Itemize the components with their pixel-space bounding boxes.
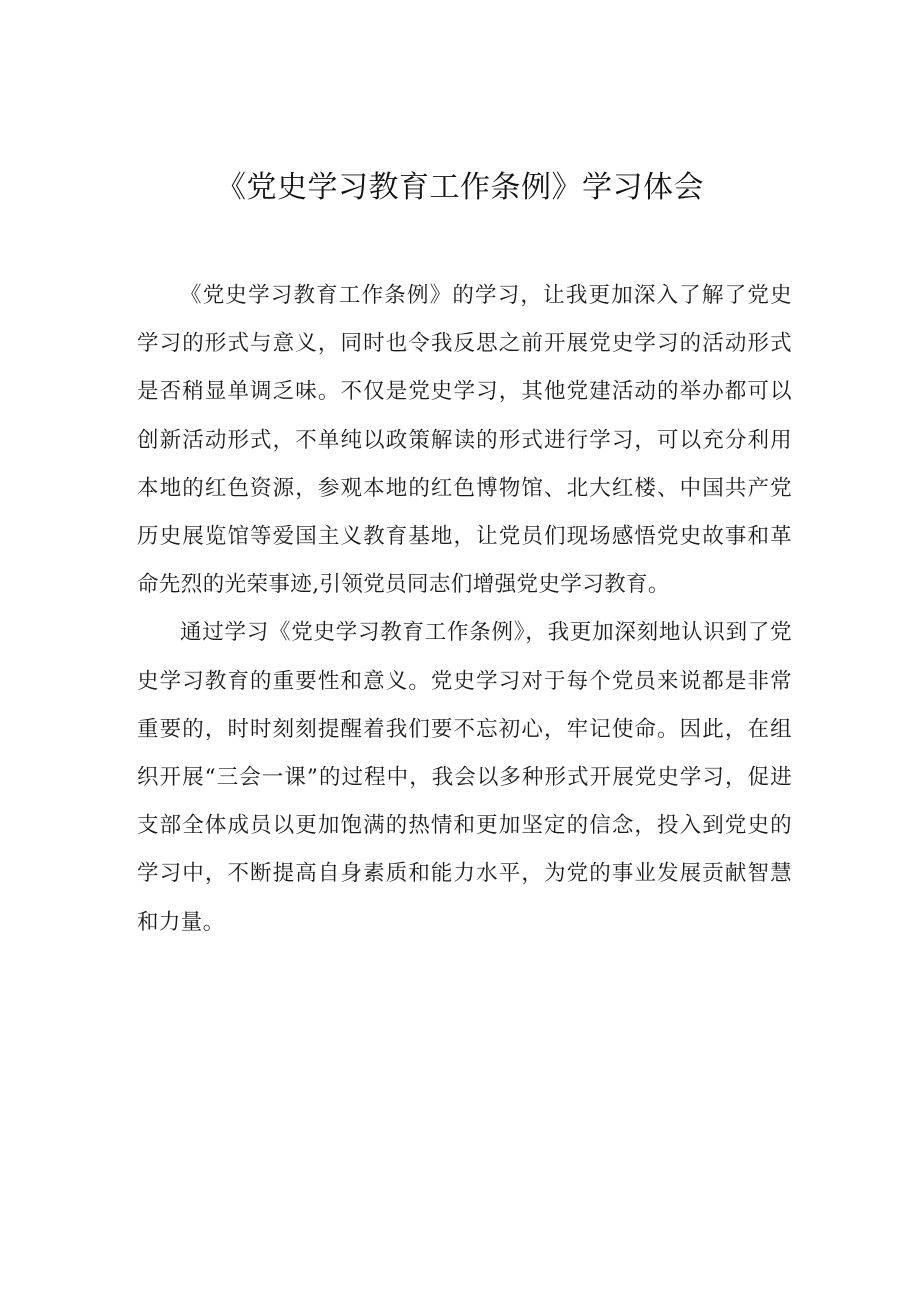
document-title: 《党史学习教育工作条例》学习体会 [216,170,704,205]
paragraph-1: 《党史学习教育工作条例》的学习，让我更加深入了解了党史学习的形式与意义，同时也令我反思之前开展党史学习的活动形式是否稍显单调乏味。不仅是党史学习，其他党建活动的举办都可以创新活动形式，不单纯以政策解读的形式进行学习，可以充分利用本地的红色资源，参观本地的红色博物馆、北大红楼、中国共产党历史展览馆等爱国主义教育基地，让党员们现场感悟党史故事和革命先烈的光荣事迹,引领党员同志们增强党史学习教育。 [137,283,792,598]
paragraph-2: 通过学习《党史学习教育工作条例》，我更加深刻地认识到了党史学习教育的重要性和意义。党史学习对于每个党员来说都是非常重要的，时时刻刻提醒着我们要不忘初心，牢记使命。因此，在组织开展“三会一课”的过程中，我会以多种形式开展党史学习，促进支部全体成员以更加饱满的热情和更加坚定的信念，投入到党史的学习中，不断提高自身素质和能力水平，为党的事业发展贡献智慧和力量。 [137,620,792,935]
document-body [137,272,792,947]
